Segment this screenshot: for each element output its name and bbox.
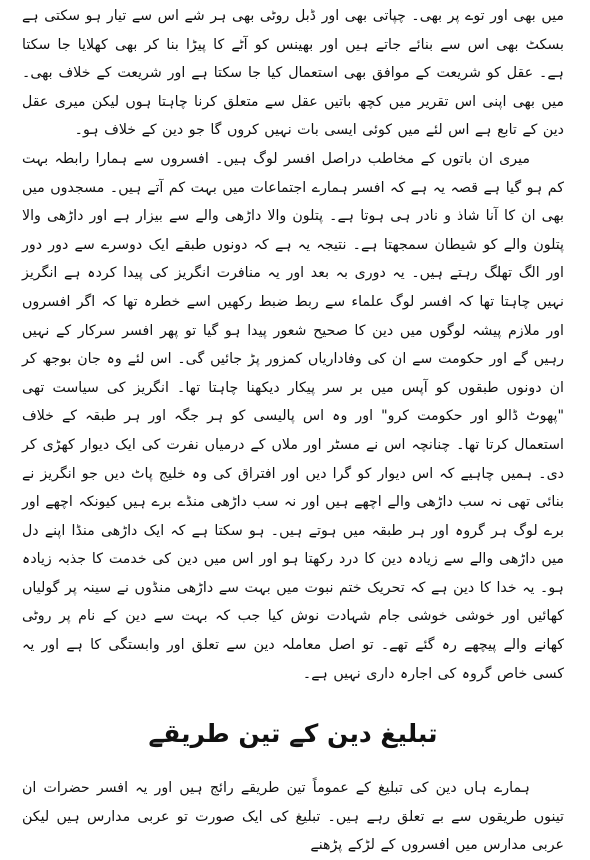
body-paragraph: میری ان باتوں کے مخاطب دراصل افسر لوگ ہیں۔ افسروں سے ہمارا رابطہ بہت کم ہو گیا ہے قصہ یہ ہے کہ افسر ہمارے اجتماعات میں بہت کم آتے ہیں۔ مسجدوں میں بھی ان کا آنا شاذ و نادر ہی ہوتا ہے۔ پتلون والا داڑھی والے سے بیزار ہے اور داڑھی والا پتلون والے کو شیطان سمجھتا ہے۔ نتیجہ یہ ہے کہ دونوں طبقے ایک دوسرے سے دور دور اور الگ تھلگ رہتے ہیں۔ یہ دوری بہ بعد اور یہ منافرت انگریز کی پیدا کردہ ہے انگریز نہیں چاہتا تھا کہ افسر لوگ علماء سے ربط ضبط رکھیں اسے خطرہ تھا کہ اگر افسروں اور ملازم پیشہ لوگوں میں دین کا صحیح شعور پیدا ہو گیا تو پھر افسر سرکار کے نہیں رہیں گے اور حکومت سے ان کی وفاداریاں کمزور پڑ جائیں گی۔ اس لئے وہ جان بوجھ کر ان دونوں طبقوں کو آپس میں بر سر پیکار دیکھنا چاہتا تھا۔ انگریز کی سیاست تھی "پھوٹ ڈالو اور حکومت کرو" اور وہ اس پالیسی کو ہر جگہ اور ہر طبقہ کے خلاف استعمال کرتا تھا۔ چنانچہ اس نے مسٹر اور ملاں کے درمیاں نفرت کی ایک دیوار کھڑی کر دی۔ ہمیں چاہیے کہ اس دیوار کو گرا دیں اور افتراق کی وہ خلیج پاٹ دیں جو انگریز نے بنائی تھی نہ سب داڑھی والے اچھے ہیں اور نہ سب داڑھی منڈے برے ہیں کیونکہ اچھے اور برے لوگ ہر گروہ اور ہر طبقہ میں ہوتے ہیں۔ ہو سکتا ہے کہ ایک داڑھی منڈا اپنے دل میں داڑھی والے سے زیادہ دین کا درد رکھتا ہو اور اس میں دین کی خدمت کا جذبہ زیادہ ہو۔ یہ خدا کا دین ہے کہ تحریک ختم نبوت میں بہت سے داڑھی منڈوں نے سینہ پر گولیاں کھائیں اور خوشی خوشی جام شہادت نوش کیا جب کہ بہت سے دین کے نام پر روٹی کھانے والے پیچھے رہ گئے تھے۔ تو اصل معاملہ دین سے تعلق اور وابستگی کا ہے اور یہ کسی خاص گروہ کی اجارہ داری نہیں ہے۔ — [22, 150, 564, 682]
body-paragraph: میں بھی اور توے پر بھی۔ چپاتی بھی اور ڈبل روٹی بھی ہر شے اس سے تیار ہو سکتی ہے بسکٹ بھی اس سے بنائے جاتے ہیں اور بھینس کو آٹے کا پیڑا بنا کر بھی کھلایا جا سکتا ہے۔ عقل کو شریعت کے موافق بھی استعمال کیا جا سکتا ہے اور شریعت کے خلاف بھی۔ میں بھی اپنی اس تقریر میں کچھ باتیں عقل سے متعلق کرنا چاہتا ہوں لیکن میری عقل دین کے تابع ہے اس لئے میں کوئی ایسی بات نہیں کروں گا جو دین کے خلاف ہو۔ — [22, 8, 564, 139]
body-paragraph: ہمارے ہاں دین کی تبلیغ کے عموماً تین طریقے رائج ہیں اور یہ افسر حضرات ان تینوں طریقوں سے بے تعلق رہے ہیں۔ تبلیغ کی ایک صورت تو عربی مدارس ہیں لیکن عربی مدارس میں افسروں کے لڑکے پڑھنے — [22, 780, 564, 854]
spacer — [22, 754, 564, 774]
spacer — [22, 688, 564, 714]
section-heading: تبلیغ دین کے تین طریقے — [148, 719, 438, 749]
